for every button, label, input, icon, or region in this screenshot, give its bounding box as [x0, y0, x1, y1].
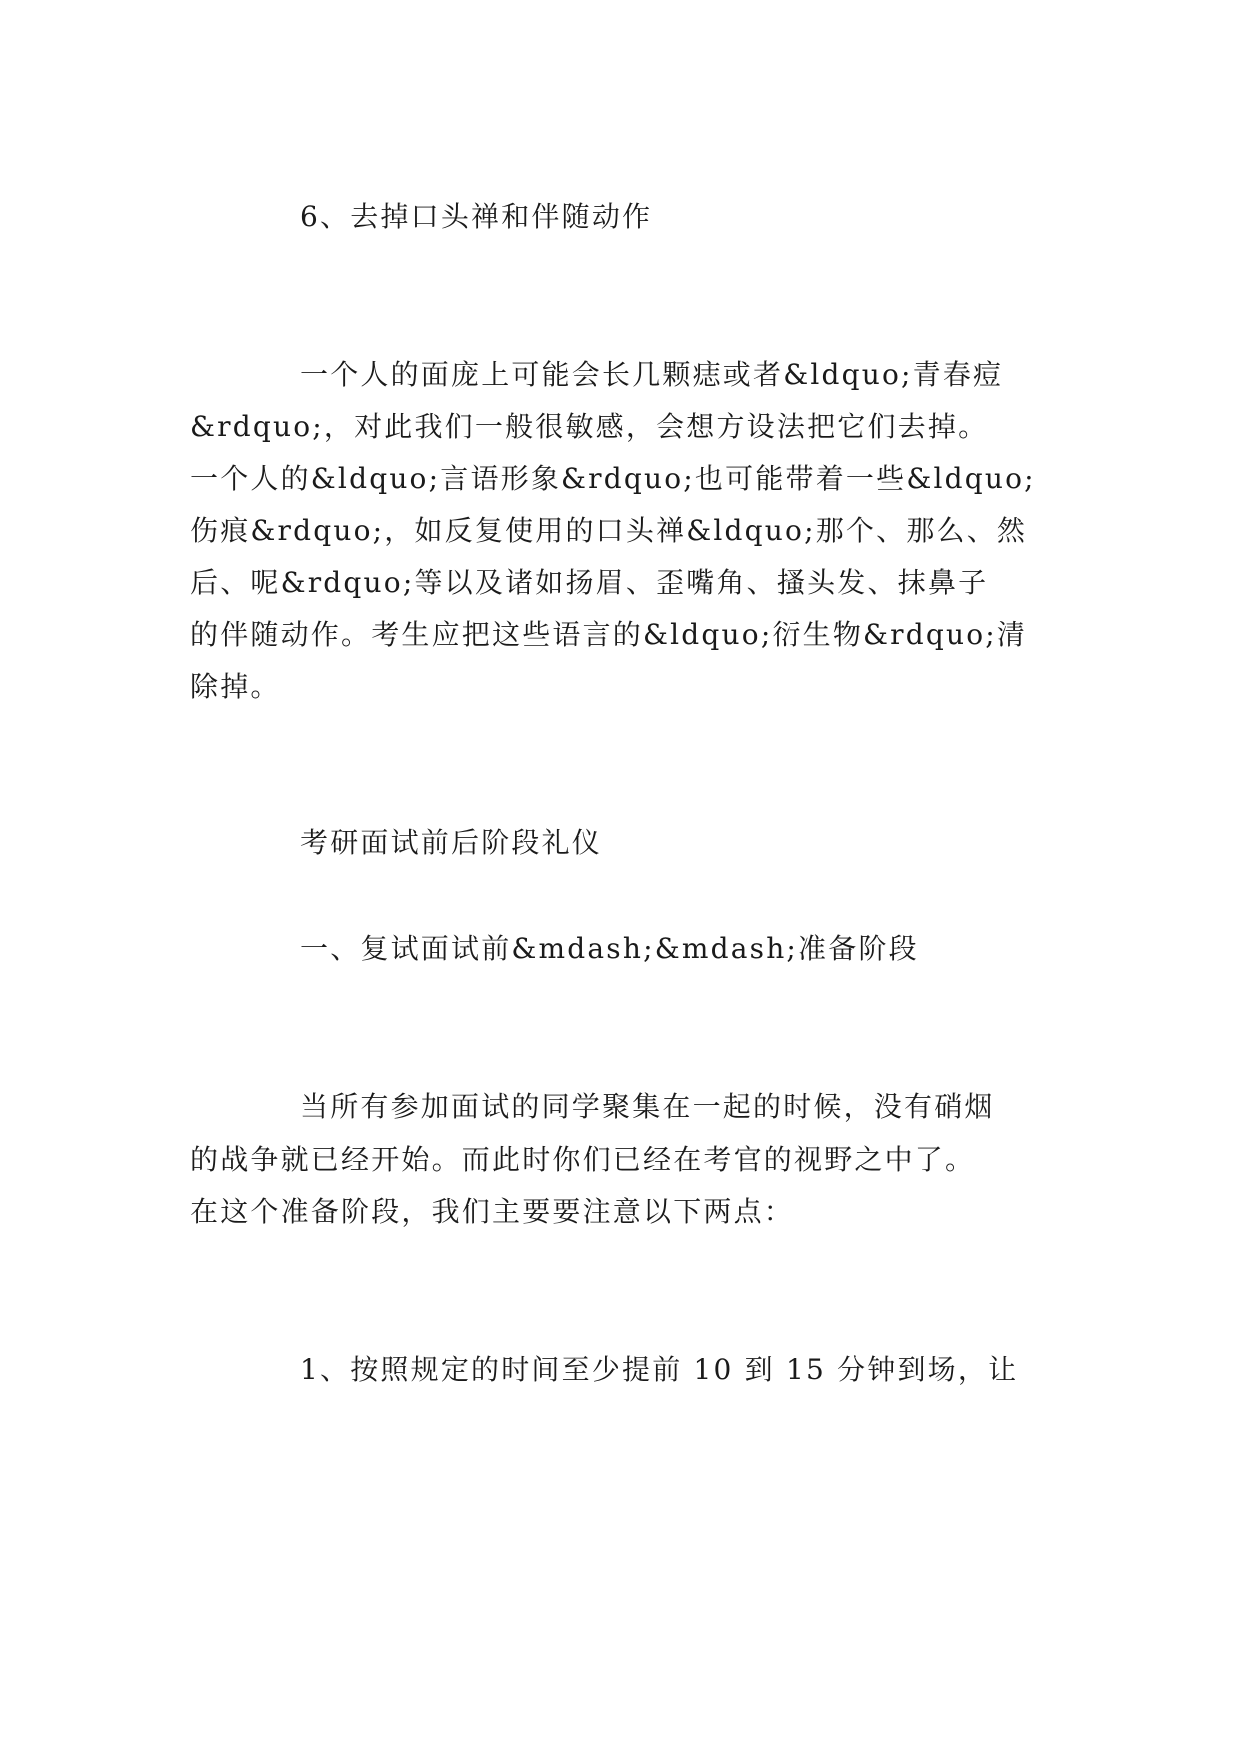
- paragraph-line: 伤痕&rdquo;，如反复使用的口头禅&ldquo;那个、那么、然: [190, 514, 1028, 547]
- paragraph-line: 后、呢&rdquo;等以及诸如扬眉、歪嘴角、搔头发、抹鼻子: [190, 566, 989, 599]
- paragraph-line: &rdquo;，对此我们一般很敏感，会想方设法把它们去掉。: [190, 410, 989, 443]
- paragraph-line: 除掉。: [190, 670, 281, 703]
- list-item: 1、按照规定的时间至少提前 10 到 15 分钟到场，让: [300, 1353, 1019, 1386]
- section-heading: 6、去掉口头禅和伴随动作: [300, 200, 653, 233]
- paragraph-line: 在这个准备阶段，我们主要要注意以下两点：: [190, 1195, 795, 1228]
- paragraph-line: 一个人的&ldquo;言语形象&rdquo;也可能带着一些&ldquo;: [190, 462, 1036, 495]
- subsection-heading: 一、复试面试前&mdash;&mdash;准备阶段: [300, 932, 919, 965]
- paragraph-line: 的战争就已经开始。而此时你们已经在考官的视野之中了。: [190, 1143, 976, 1176]
- paragraph-line: 一个人的面庞上可能会长几颗痣或者&ldquo;青春痘: [300, 358, 1004, 391]
- paragraph-line: 当所有参加面试的同学聚集在一起的时候，没有硝烟: [300, 1090, 995, 1123]
- section-title: 考研面试前后阶段礼仪: [300, 826, 603, 859]
- paragraph-line: 的伴随动作。考生应把这些语言的&ldquo;衍生物&rdquo;清: [190, 618, 1028, 651]
